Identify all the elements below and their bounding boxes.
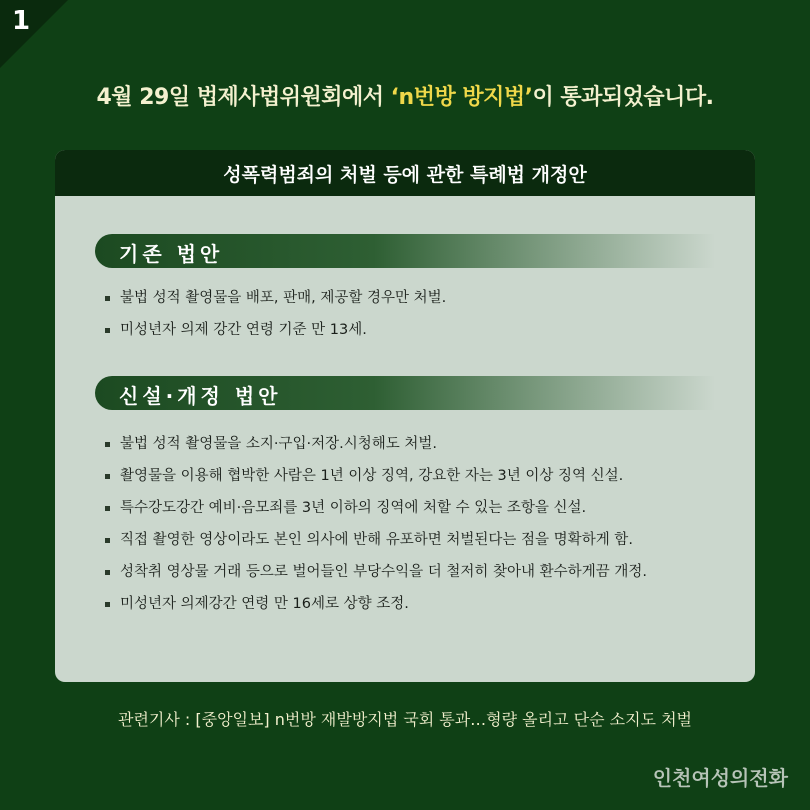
existing-law-heading (95, 234, 715, 268)
headline-suffix: 이 통과되었습니다. (532, 85, 714, 110)
existing-law-label: 기존 법안 (119, 242, 224, 266)
existing-law-list (105, 282, 745, 346)
list-item: 직접 촬영한 영상이라도 본인 의사에 반해 유포하면 처벌된다는 점을 명확하게 함. (105, 524, 745, 556)
headline (0, 80, 810, 111)
page-number-tab (0, 0, 68, 68)
list-item: 미성년자 의제강간 연령 만 16세로 상향 조정. (105, 588, 745, 620)
new-law-list (105, 428, 745, 620)
new-law-heading (95, 376, 715, 410)
organization-signature: 인천여성의전화 (652, 766, 788, 790)
list-item: 특수강도강간 예비·음모죄를 3년 이하의 징역에 처할 수 있는 조항을 신설. (105, 492, 745, 524)
related-article: 관련기사 : [중앙일보] n번방 재발방지법 국회 통과…형량 올리고 단순 소지도 처벌 (117, 710, 692, 729)
new-law-label: 신설·개정 법안 (119, 384, 282, 408)
law-card (55, 150, 755, 682)
page-number: 1 (12, 6, 31, 36)
list-item: 미성년자 의제 강간 연령 기준 만 13세. (105, 314, 745, 346)
headline-prefix: 4월 29일 법제사법위원회에서 (96, 85, 391, 110)
list-item: 불법 성적 촬영물을 소지·구입·저장.시청해도 처벌. (105, 428, 745, 460)
card-title: 성폭력범죄의 처벌 등에 관한 특례법 개정안 (55, 150, 755, 196)
list-item: 성착취 영상물 거래 등으로 벌어들인 부당수익을 더 철저히 찾아내 환수하게끔 개정. (105, 556, 745, 588)
headline-highlight: ‘n번방 방지법’ (390, 85, 533, 110)
list-item: 불법 성적 촬영물을 배포, 판매, 제공할 경우만 처벌. (105, 282, 745, 314)
list-item: 촬영물을 이용해 협박한 사람은 1년 이상 징역, 강요한 자는 3년 이상 징역 신설. (105, 460, 745, 492)
